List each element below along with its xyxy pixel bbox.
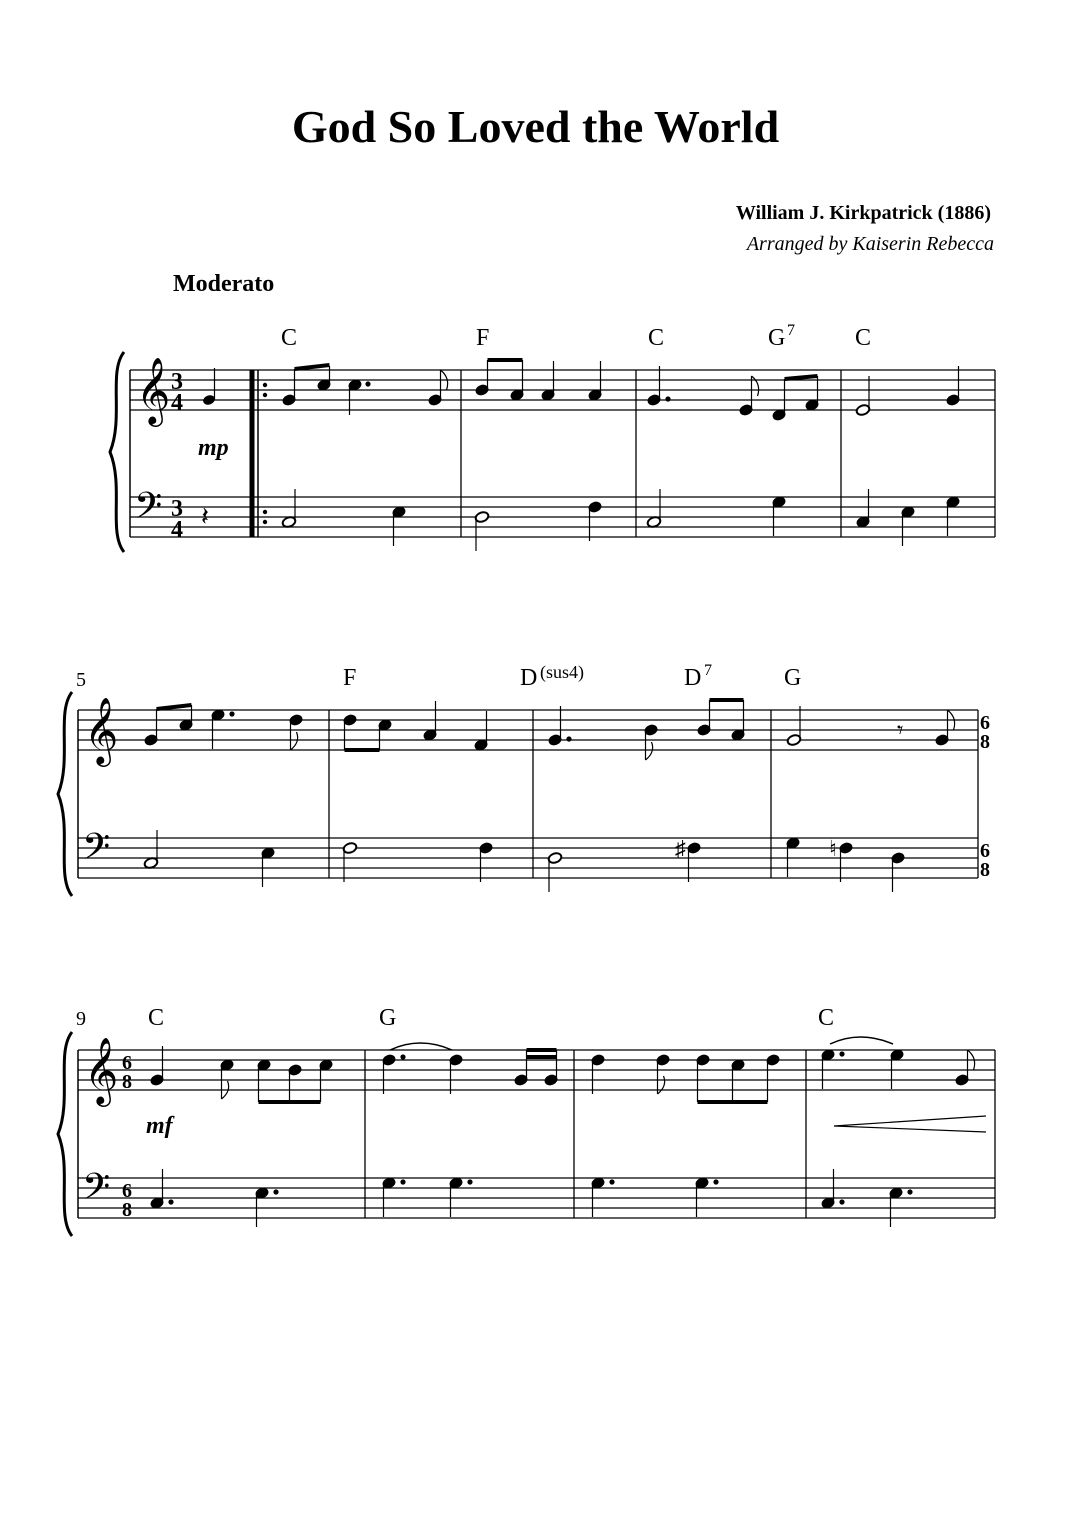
treble-clef-icon: 𝄞 <box>84 698 119 763</box>
time-sig-courtesy-num: 6 <box>980 840 990 862</box>
time-sig-bass-den: 8 <box>122 1199 132 1221</box>
tempo-marking: Moderato <box>173 271 275 297</box>
time-sig-bass-num: 6 <box>122 1180 132 1202</box>
chord-symbol: F <box>343 665 357 691</box>
system-1 <box>110 322 995 552</box>
treble-staff <box>130 370 995 410</box>
chord-symbol: D <box>520 665 538 691</box>
sharp-icon: ♯ <box>675 836 686 861</box>
brace <box>110 352 124 552</box>
chord-superscript: 7 <box>787 322 795 339</box>
chord-symbol: C <box>148 1005 165 1031</box>
bass-staff <box>78 1178 995 1218</box>
score-title: God So Loved the World <box>291 101 780 152</box>
measure-number: 5 <box>76 669 86 691</box>
chord-superscript: 7 <box>704 662 712 679</box>
treble-clef-icon: 𝄞 <box>136 358 171 423</box>
chord-symbol: F <box>476 325 490 351</box>
dynamic-mf: mf <box>146 1113 173 1139</box>
dynamic-mp: mp <box>198 435 229 461</box>
bass-clef-icon: 𝄢 <box>82 1167 111 1216</box>
eighth-rest-icon: 𝄾 <box>897 718 904 744</box>
chord-symbol: G <box>784 665 802 691</box>
composer-credit: William J. Kirkpatrick (1886) <box>735 202 991 224</box>
brace <box>58 1032 72 1236</box>
chord-symbol: C <box>648 325 665 351</box>
time-sig-treble-num: 3 <box>171 369 183 395</box>
chord-symbol: D <box>684 665 702 691</box>
bass-clef-icon: 𝄢 <box>134 486 163 535</box>
time-sig-bass-den: 4 <box>171 517 183 543</box>
chord-superscript: (sus4) <box>540 662 584 682</box>
time-sig-treble-num: 6 <box>122 1052 132 1074</box>
time-sig-treble-den: 4 <box>171 390 183 416</box>
brace <box>58 692 72 896</box>
system-2 <box>58 662 990 896</box>
measure-number: 9 <box>76 1008 86 1030</box>
time-sig-courtesy-den: 8 <box>980 731 990 753</box>
arranger-credit: Arranged by Kaiserin Rebecca <box>746 233 994 255</box>
crescendo-hairpin <box>834 1116 986 1132</box>
bass-clef-icon: 𝄢 <box>82 827 111 876</box>
chord-symbol: G <box>379 1005 397 1031</box>
chord-symbol: G <box>768 325 786 351</box>
quarter-rest-icon: 𝄽 <box>201 502 209 531</box>
chord-symbol: C <box>855 325 872 351</box>
natural-icon: ♮ <box>829 836 837 861</box>
chord-symbol: C <box>281 325 298 351</box>
treble-clef-icon: 𝄞 <box>84 1038 119 1103</box>
time-sig-courtesy-den: 8 <box>980 859 990 881</box>
time-sig-courtesy-num: 6 <box>980 712 990 734</box>
time-sig-treble-den: 8 <box>122 1071 132 1093</box>
chord-symbol: C <box>818 1005 835 1031</box>
system-3 <box>58 1005 995 1236</box>
time-sig-bass-num: 3 <box>171 496 183 522</box>
